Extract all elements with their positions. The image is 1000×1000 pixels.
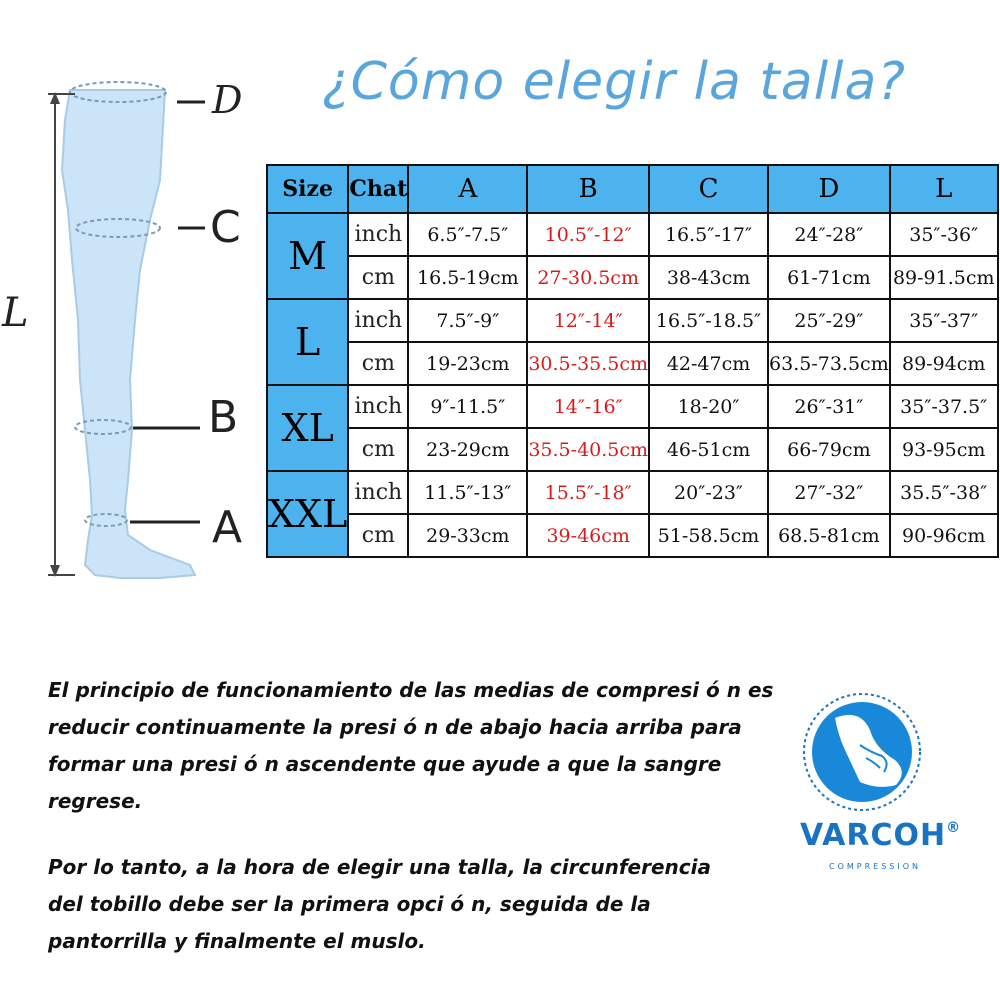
table-cell: 27″-32″	[768, 471, 890, 514]
paragraph-line: pantorrilla y finalmente el muslo.	[48, 929, 426, 953]
table-cell: 6.5″-7.5″	[408, 213, 527, 256]
table-cell: 93-95cm	[890, 428, 998, 471]
logo-emblem-icon	[800, 690, 960, 815]
table-cell: 35.5″-38″	[890, 471, 998, 514]
table-cell: 39-46cm	[527, 514, 649, 557]
table-cell: 61-71cm	[768, 256, 890, 299]
paragraph-advice	[48, 849, 788, 960]
table-row	[267, 471, 998, 514]
table-cell: 38-43cm	[649, 256, 768, 299]
table-cell: 20″-23″	[649, 471, 768, 514]
unit-label: cm	[348, 514, 408, 557]
unit-label: inch	[348, 471, 408, 514]
table-cell: 30.5-35.5cm	[527, 342, 649, 385]
header-col-d: D	[768, 165, 890, 213]
table-row	[267, 299, 998, 342]
label-d: D	[212, 78, 243, 122]
leg-diagram	[0, 60, 260, 600]
header-col-c: C	[649, 165, 768, 213]
table-cell: 10.5″-12″	[527, 213, 649, 256]
table-cell: 12″-14″	[527, 299, 649, 342]
table-cell: 63.5-73.5cm	[768, 342, 890, 385]
table-row	[267, 213, 998, 256]
size-label: XL	[267, 385, 348, 471]
paragraph-line: del tobillo debe ser la primera opci ó n, seguida de la	[48, 892, 651, 916]
table-cell: 89-94cm	[890, 342, 998, 385]
table-header-row	[267, 165, 998, 213]
brand-name: VARCOH®	[800, 818, 962, 853]
table-cell: 42-47cm	[649, 342, 768, 385]
size-label: L	[267, 299, 348, 385]
unit-label: cm	[348, 342, 408, 385]
unit-label: inch	[348, 213, 408, 256]
table-cell: 11.5″-13″	[408, 471, 527, 514]
header-chat: Chat	[348, 165, 408, 213]
table-cell: 16.5″-17″	[649, 213, 768, 256]
table-cell: 35″-36″	[890, 213, 998, 256]
table-cell: 9″-11.5″	[408, 385, 527, 428]
varcoh-logo	[800, 690, 960, 890]
paragraph-line: regrese.	[48, 789, 143, 813]
label-c: C	[210, 202, 241, 253]
label-b: B	[208, 392, 239, 443]
registered-mark: ®	[946, 820, 962, 836]
table-row	[267, 514, 998, 557]
table-cell: 68.5-81cm	[768, 514, 890, 557]
table-row	[267, 342, 998, 385]
brand-tagline: COMPRESSION	[828, 862, 922, 871]
table-cell: 19-23cm	[408, 342, 527, 385]
paragraph-line: El principio de funcionamiento de las medias de compresi ó n es	[48, 678, 774, 702]
unit-label: cm	[348, 428, 408, 471]
header-size: Size	[267, 165, 348, 213]
page-title: ¿Cómo elegir la talla?	[322, 52, 906, 112]
table-cell: 66-79cm	[768, 428, 890, 471]
table-cell: 14″-16″	[527, 385, 649, 428]
label-l: L	[2, 290, 29, 336]
table-cell: 18-20″	[649, 385, 768, 428]
paragraph-principle	[48, 672, 788, 820]
unit-label: inch	[348, 385, 408, 428]
header-col-a: A	[408, 165, 527, 213]
table-cell: 35.5-40.5cm	[527, 428, 649, 471]
table-cell: 46-51cm	[649, 428, 768, 471]
table-row	[267, 385, 998, 428]
table-cell: 27-30.5cm	[527, 256, 649, 299]
table-cell: 89-91.5cm	[890, 256, 998, 299]
table-cell: 15.5″-18″	[527, 471, 649, 514]
table-cell: 51-58.5cm	[649, 514, 768, 557]
unit-label: inch	[348, 299, 408, 342]
header-col-b: B	[527, 165, 649, 213]
size-label: M	[267, 213, 348, 299]
table-cell: 35″-37.5″	[890, 385, 998, 428]
table-cell: 16.5″-18.5″	[649, 299, 768, 342]
table-cell: 29-33cm	[408, 514, 527, 557]
paragraph-line: reducir continuamente la presi ó n de abajo hacia arriba para	[48, 715, 742, 739]
table-cell: 7.5″-9″	[408, 299, 527, 342]
table-row	[267, 428, 998, 471]
table-cell: 26″-31″	[768, 385, 890, 428]
unit-label: cm	[348, 256, 408, 299]
label-a: A	[212, 502, 243, 553]
size-chart-table	[266, 164, 999, 558]
table-cell: 23-29cm	[408, 428, 527, 471]
paragraph-line: formar una presi ó n ascendente que ayude a que la sangre	[48, 752, 722, 776]
table-cell: 16.5-19cm	[408, 256, 527, 299]
size-label: XXL	[267, 471, 348, 557]
table-cell: 24″-28″	[768, 213, 890, 256]
table-cell: 25″-29″	[768, 299, 890, 342]
table-cell: 35″-37″	[890, 299, 998, 342]
table-row	[267, 256, 998, 299]
table-cell: 90-96cm	[890, 514, 998, 557]
header-col-l: L	[890, 165, 998, 213]
paragraph-line: Por lo tanto, a la hora de elegir una talla, la circunferencia	[48, 855, 711, 879]
